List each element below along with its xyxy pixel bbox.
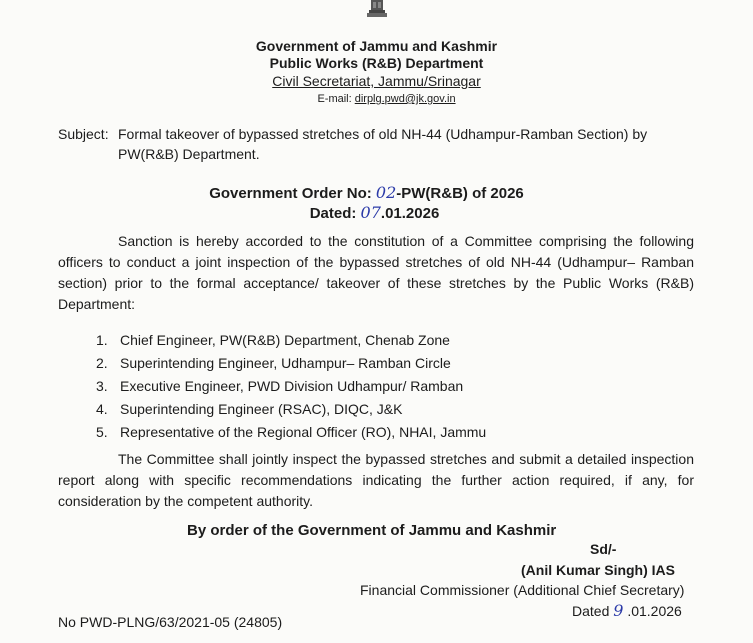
committee-task-paragraph: The Committee shall jointly inspect the bypassed stretches and submit a detailed inspection report along with specific recommendations indicating the further action required, if any, for consideration by the competent authority. [58,451,694,509]
by-order-line: By order of the Government of Jammu and Kashmir [187,522,557,539]
order-date-suffix: .01.2026 [380,205,440,222]
list-item: 3. Executive Engineer, PWD Division Udhampur/ Ramban [96,378,464,394]
order-date-prefix: Dated: [309,205,361,222]
header-address: Civil Secretariat, Jammu/Srinagar [272,73,481,89]
subject-label: Subject: [58,126,109,142]
signature-date: Dated 9 .01.2026 [572,601,682,620]
committee-list [96,329,486,444]
header-email [10,93,753,105]
order-date [0,203,751,222]
list-item: 4. Superintending Engineer (RSAC), DIQC, J&K [96,401,403,417]
signatory-designation: Financial Commissioner (Additional Chief Secretary) [360,582,685,598]
header-department: Public Works (R&B) Department [269,55,484,71]
subject-block [58,124,728,164]
order-number-handwritten: 02 [375,183,397,202]
header-government: Government of Jammu and Kashmir [255,38,498,54]
signature-sd: Sd/- [590,541,617,557]
sanction-paragraph: Sanction is hereby accorded to the constitution of a Committee comprising the following officers to conduct a joint inspection of the bypassed stretches of old NH-44 (Udhampur– Ramban section) prior to the formal acceptance/ takeover of these stretches by the Public Works (R&B) Department: [58,233,694,312]
order-date-handwritten: 07 [360,203,381,222]
national-emblem-icon [362,0,392,24]
email-label: E-mail: [317,93,355,105]
subject-line-1: Formal takeover of bypassed stretches of old NH-44 (Udhampur-Ramban Section) by [118,126,648,142]
list-item: 5. Representative of the Regional Officer (RO), NHAI, Jammu [96,424,487,440]
order-number [0,183,743,202]
reference-number: No PWD-PLNG/63/2021-05 (24805) [58,614,283,630]
list-item: 1. Chief Engineer, PW(R&B) Department, Chenab Zone [96,332,450,348]
list-item: 2. Superintending Engineer, Udhampur– Ramban Circle [96,355,451,371]
email-link[interactable]: dirplg.pwd@jk.gov.in [354,93,456,105]
signatory-name: (Anil Kumar Singh) IAS [521,562,675,578]
order-number-prefix: Government Order No: [209,185,376,202]
subject-line-2: PW(R&B) Department. [118,146,260,162]
order-number-suffix: -PW(R&B) of 2026 [396,185,524,202]
signature-date-handwritten: 9 [613,601,624,620]
